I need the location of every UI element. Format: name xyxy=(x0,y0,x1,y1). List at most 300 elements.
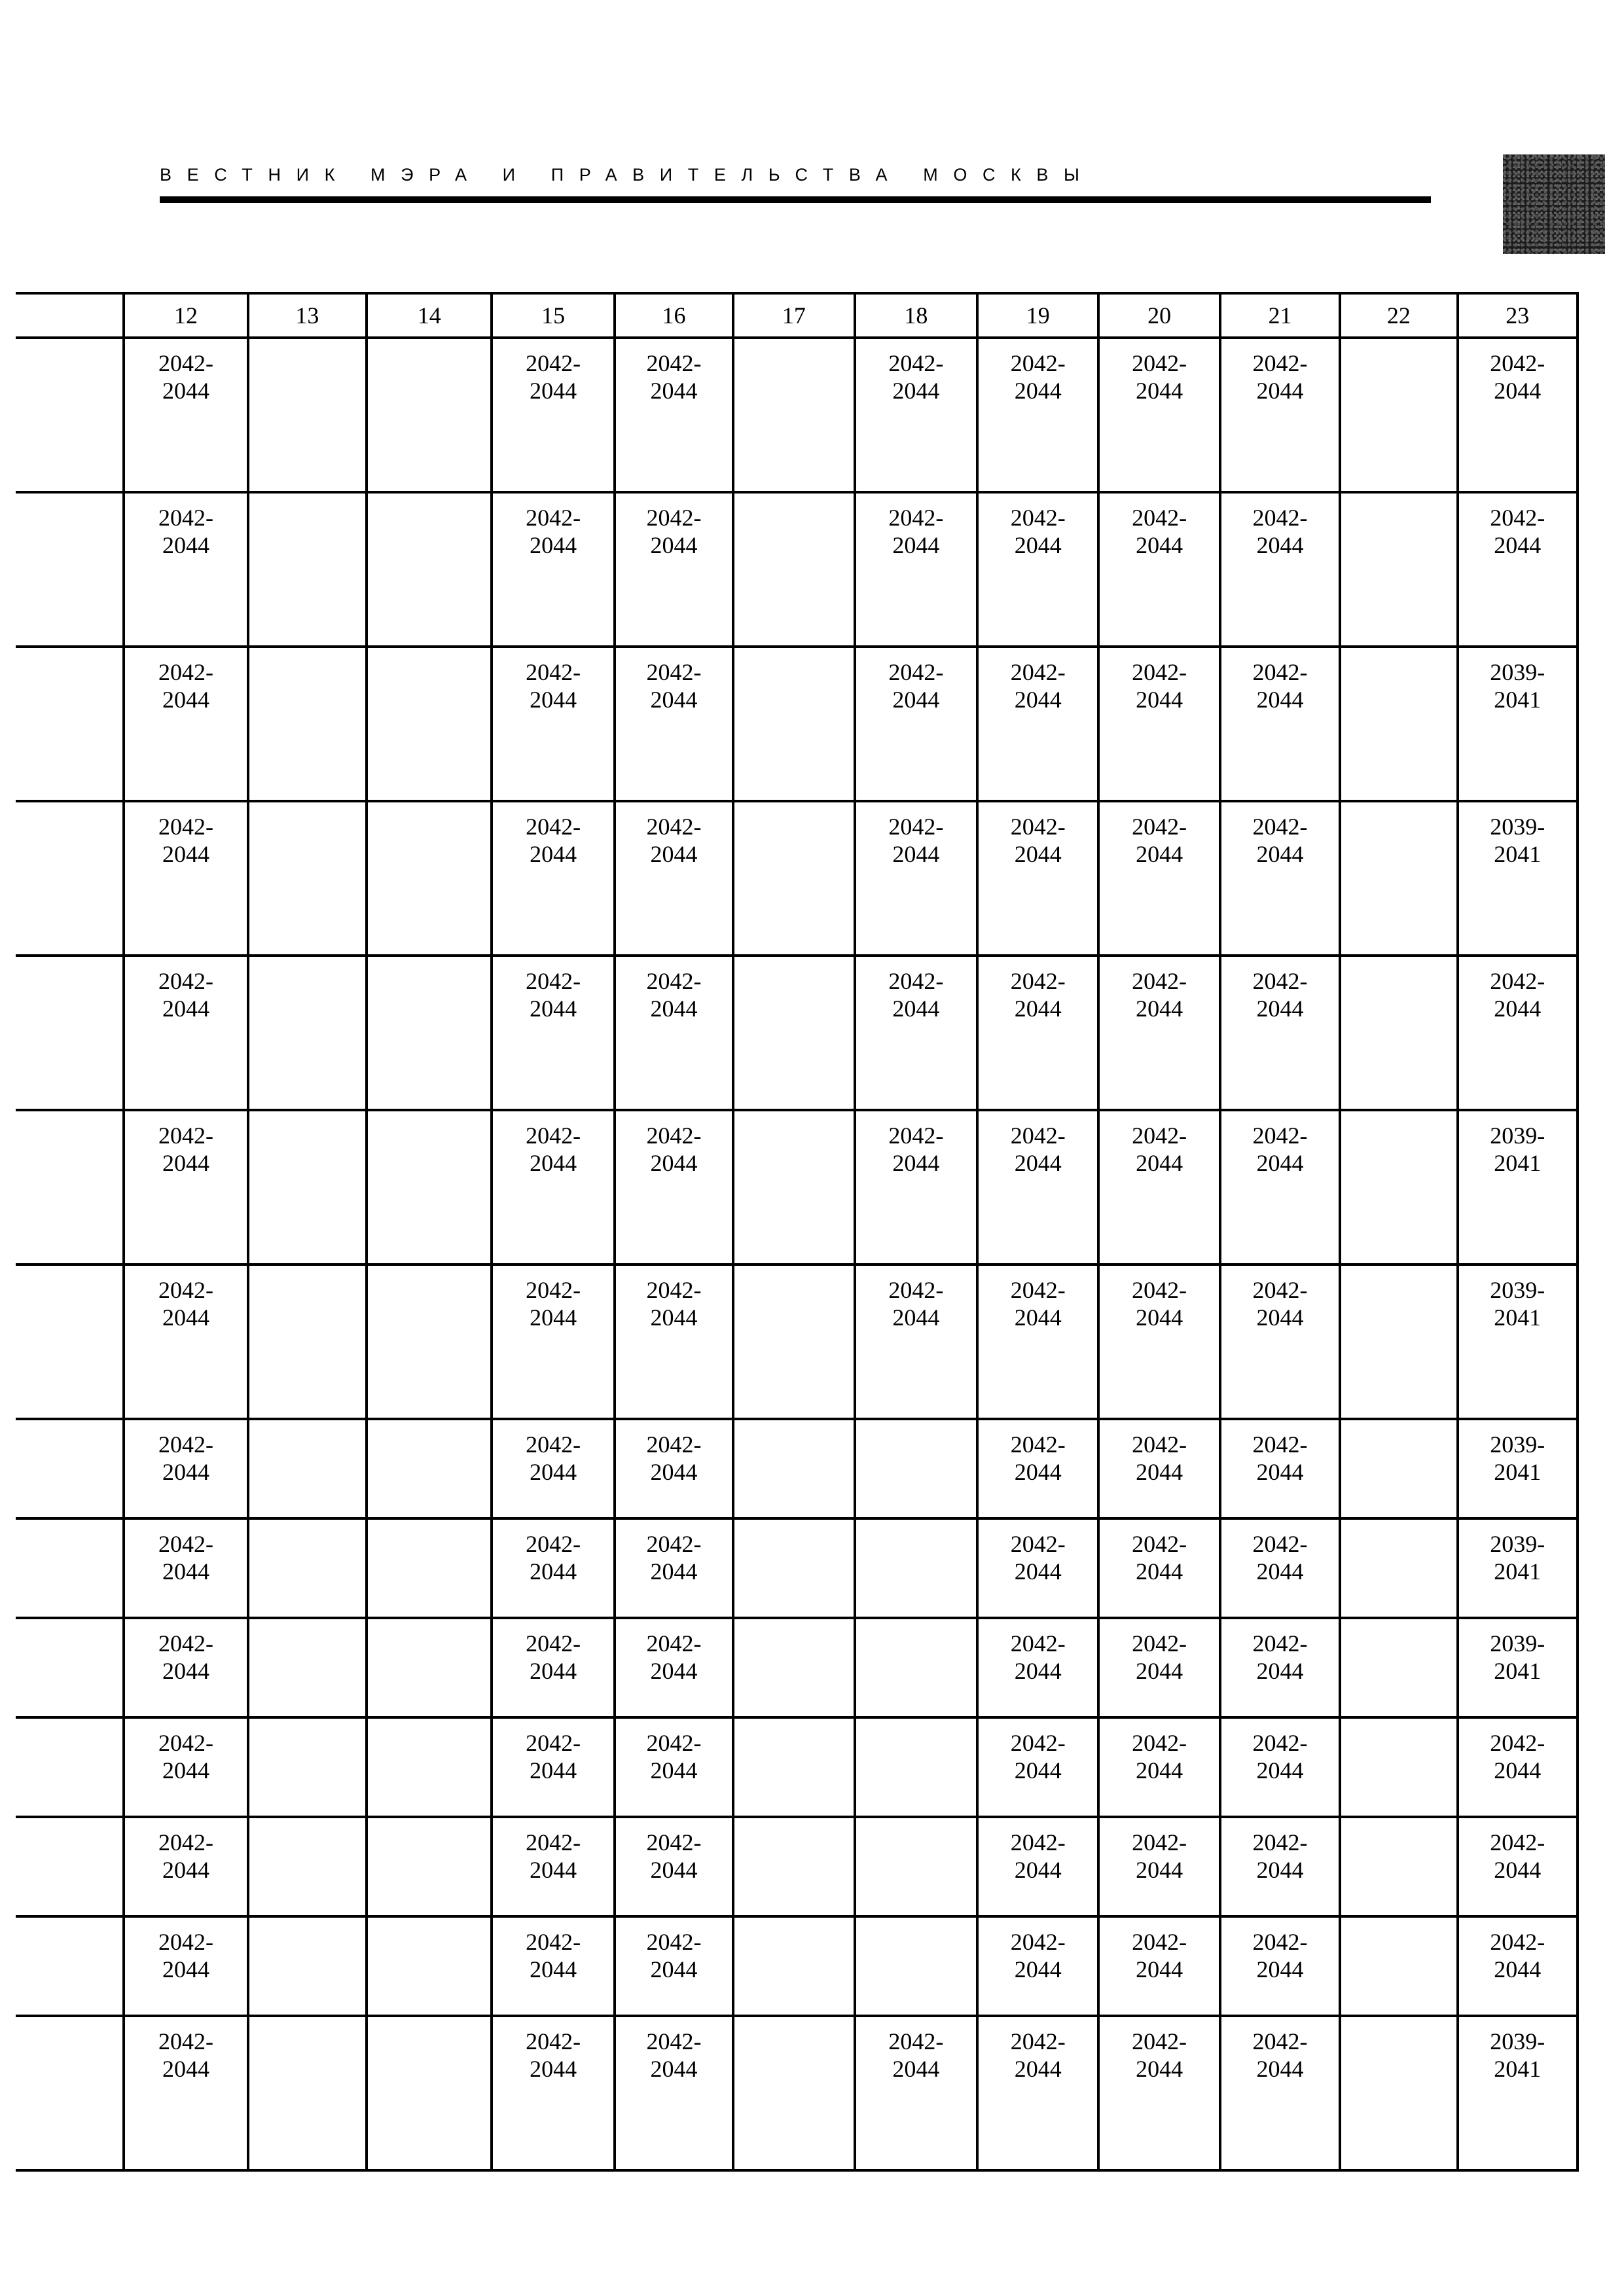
cell-value: 2042- 2044 xyxy=(1252,659,1308,713)
table-row xyxy=(16,1265,1578,1419)
table-cell xyxy=(248,492,367,647)
table-cell xyxy=(1098,1518,1219,1618)
table-cell xyxy=(124,1717,247,1817)
header-rule xyxy=(160,196,1431,203)
table-cell xyxy=(977,1817,1098,1916)
table-cell xyxy=(855,1618,977,1717)
cell-value: 2042- 2044 xyxy=(1132,1431,1187,1485)
column-header: 21 xyxy=(1220,293,1340,338)
table-cell xyxy=(248,801,367,956)
table-cell xyxy=(248,647,367,801)
table-cell xyxy=(1458,1419,1578,1518)
table-cell xyxy=(124,1916,247,2016)
table-cell xyxy=(1098,647,1219,801)
table-cell xyxy=(1220,1110,1340,1265)
row-stub-cell xyxy=(16,801,124,956)
cell-value: 2042- 2044 xyxy=(1010,814,1066,867)
table-cell xyxy=(492,956,614,1110)
cell-value: 2042- 2044 xyxy=(1252,1122,1308,1176)
table-cell xyxy=(492,492,614,647)
table-cell xyxy=(1458,956,1578,1110)
table-row xyxy=(16,1518,1578,1618)
table-cell xyxy=(733,1817,854,1916)
table-cell xyxy=(615,1265,733,1419)
table-row xyxy=(16,492,1578,647)
cell-value: 2042- 2044 xyxy=(646,1277,702,1331)
cell-value: 2042- 2044 xyxy=(888,814,944,867)
cell-value: 2042- 2044 xyxy=(888,968,944,1022)
table-cell xyxy=(733,956,854,1110)
cell-value: 2042- 2044 xyxy=(1252,1431,1308,1485)
cell-value: 2042- 2044 xyxy=(526,1829,581,1883)
row-stub-cell xyxy=(16,1916,124,2016)
cell-value: 2042- 2044 xyxy=(646,659,702,713)
cell-value: 2042- 2044 xyxy=(646,2028,702,2082)
cell-value: 2042- 2044 xyxy=(526,350,581,404)
table-cell xyxy=(1098,1265,1219,1419)
table-cell xyxy=(492,1817,614,1916)
table-cell xyxy=(248,1265,367,1419)
table-cell xyxy=(1098,1618,1219,1717)
table-cell xyxy=(855,1717,977,1817)
table-header-row xyxy=(16,293,1578,338)
cell-value: 2042- 2044 xyxy=(526,659,581,713)
cell-value: 2042- 2044 xyxy=(158,1531,213,1585)
table-row xyxy=(16,647,1578,801)
cell-value: 2042- 2044 xyxy=(1010,350,1066,404)
table-cell xyxy=(1340,801,1457,956)
row-stub-cell xyxy=(16,492,124,647)
table-cell xyxy=(855,1817,977,1916)
cell-value: 2042- 2044 xyxy=(1010,505,1066,558)
column-header: 15 xyxy=(492,293,614,338)
row-stub-cell xyxy=(16,1717,124,1817)
table-cell xyxy=(1098,492,1219,647)
table-cell xyxy=(1098,1110,1219,1265)
row-stub-cell xyxy=(16,956,124,1110)
table-cell xyxy=(1220,1817,1340,1916)
table-cell xyxy=(1220,338,1340,492)
table-cell xyxy=(1220,1717,1340,1817)
corner-tab-mark xyxy=(1503,154,1605,254)
cell-value: 2042- 2044 xyxy=(158,1929,213,1982)
table-cell xyxy=(367,1518,492,1618)
publication-title: ВЕСТНИК МЭРА И ПРАВИТЕЛЬСТВА МОСКВЫ xyxy=(160,165,1095,185)
cell-value: 2042- 2044 xyxy=(1252,968,1308,1022)
cell-value: 2042- 2044 xyxy=(1490,968,1545,1022)
cell-value: 2042- 2044 xyxy=(888,2028,944,2082)
cell-value: 2042- 2044 xyxy=(1252,350,1308,404)
table-cell xyxy=(124,1817,247,1916)
table-cell xyxy=(367,492,492,647)
table-cell xyxy=(248,1817,367,1916)
table-cell xyxy=(733,1618,854,1717)
table-cell xyxy=(1458,1916,1578,2016)
table-cell xyxy=(1458,2016,1578,2170)
row-stub-cell xyxy=(16,1817,124,1916)
table-cell xyxy=(367,1419,492,1518)
cell-value: 2042- 2044 xyxy=(888,505,944,558)
cell-value: 2042- 2044 xyxy=(526,1277,581,1331)
table-cell xyxy=(367,801,492,956)
table-cell xyxy=(1098,801,1219,956)
cell-value: 2042- 2044 xyxy=(526,1122,581,1176)
cell-value: 2042- 2044 xyxy=(1490,1929,1545,1982)
table-cell xyxy=(733,1916,854,2016)
table-cell xyxy=(733,492,854,647)
table-cell xyxy=(492,1916,614,2016)
row-stub-cell xyxy=(16,647,124,801)
column-header: 12 xyxy=(124,293,247,338)
table-cell xyxy=(124,1618,247,1717)
cell-value: 2042- 2044 xyxy=(646,968,702,1022)
table-cell xyxy=(977,1916,1098,2016)
table-cell xyxy=(977,492,1098,647)
cell-value: 2042- 2044 xyxy=(1252,2028,1308,2082)
table-cell xyxy=(977,1717,1098,1817)
cell-value: 2042- 2044 xyxy=(526,1630,581,1684)
table-cell xyxy=(248,1110,367,1265)
cell-value: 2042- 2044 xyxy=(646,1431,702,1485)
table-cell xyxy=(977,647,1098,801)
column-header: 13 xyxy=(248,293,367,338)
cell-value: 2042- 2044 xyxy=(1252,1730,1308,1784)
cell-value: 2042- 2044 xyxy=(1010,1122,1066,1176)
cell-value: 2042- 2044 xyxy=(158,814,213,867)
cell-value: 2042- 2044 xyxy=(526,968,581,1022)
table-cell xyxy=(1098,1717,1219,1817)
cell-value: 2042- 2044 xyxy=(1132,505,1187,558)
table-cell xyxy=(1340,647,1457,801)
cell-value: 2042- 2044 xyxy=(1132,968,1187,1022)
table-cell xyxy=(855,1265,977,1419)
table-cell xyxy=(1220,1916,1340,2016)
row-stub-cell xyxy=(16,2016,124,2170)
table-cell xyxy=(615,1817,733,1916)
cell-value: 2042- 2044 xyxy=(1010,2028,1066,2082)
cell-value: 2042- 2044 xyxy=(526,1929,581,1982)
cell-value: 2042- 2044 xyxy=(1132,814,1187,867)
table-cell xyxy=(492,1265,614,1419)
cell-value: 2042- 2044 xyxy=(1010,1630,1066,1684)
cell-value: 2042- 2044 xyxy=(158,968,213,1022)
cell-value: 2042- 2044 xyxy=(1132,1531,1187,1585)
table-cell xyxy=(1340,1817,1457,1916)
table-cell xyxy=(492,2016,614,2170)
table-row xyxy=(16,1110,1578,1265)
table-cell xyxy=(1340,956,1457,1110)
table-cell xyxy=(855,801,977,956)
table-cell xyxy=(1458,647,1578,801)
cell-value: 2042- 2044 xyxy=(158,1730,213,1784)
column-header: 23 xyxy=(1458,293,1578,338)
column-header: 20 xyxy=(1098,293,1219,338)
table-cell xyxy=(1220,647,1340,801)
table-cell xyxy=(1458,1618,1578,1717)
cell-value: 2042- 2044 xyxy=(158,1277,213,1331)
table-cell xyxy=(855,1916,977,2016)
table-cell xyxy=(367,1618,492,1717)
cell-value: 2042- 2044 xyxy=(1010,1531,1066,1585)
table-cell xyxy=(733,2016,854,2170)
table-cell xyxy=(367,2016,492,2170)
cell-value: 2042- 2044 xyxy=(1132,2028,1187,2082)
table-cell xyxy=(1220,2016,1340,2170)
table-cell xyxy=(977,1518,1098,1618)
table-cell xyxy=(492,338,614,492)
table-cell xyxy=(367,338,492,492)
table-row xyxy=(16,1419,1578,1518)
table-cell xyxy=(1098,1817,1219,1916)
table-cell xyxy=(977,338,1098,492)
cell-value: 2042- 2044 xyxy=(1490,350,1545,404)
table-cell xyxy=(1098,1916,1219,2016)
table-cell xyxy=(367,1717,492,1817)
table-cell xyxy=(492,1717,614,1817)
cell-value: 2042- 2044 xyxy=(1132,1122,1187,1176)
cell-value: 2042- 2044 xyxy=(888,1277,944,1331)
table-cell xyxy=(733,1419,854,1518)
table-cell xyxy=(124,2016,247,2170)
cell-value: 2042- 2044 xyxy=(1010,1730,1066,1784)
table-cell xyxy=(1220,1518,1340,1618)
table-cell xyxy=(855,492,977,647)
cell-value: 2042- 2044 xyxy=(1132,1929,1187,1982)
cell-value: 2042- 2044 xyxy=(1252,1829,1308,1883)
table-cell xyxy=(1340,2016,1457,2170)
table-row xyxy=(16,1817,1578,1916)
cell-value: 2042- 2044 xyxy=(158,1829,213,1883)
cell-value: 2042- 2044 xyxy=(1010,1277,1066,1331)
column-header: 18 xyxy=(855,293,977,338)
table-cell xyxy=(1340,338,1457,492)
cell-value: 2042- 2044 xyxy=(646,505,702,558)
table-cell xyxy=(977,801,1098,956)
table-cell xyxy=(124,1110,247,1265)
table-cell xyxy=(615,338,733,492)
table-cell xyxy=(615,1618,733,1717)
cell-value: 2042- 2044 xyxy=(1132,1730,1187,1784)
table-cell xyxy=(492,801,614,956)
table-cell xyxy=(1340,1265,1457,1419)
table-cell xyxy=(615,956,733,1110)
table-cell xyxy=(1340,1110,1457,1265)
table-cell xyxy=(977,2016,1098,2170)
cell-value: 2042- 2044 xyxy=(1132,1277,1187,1331)
cell-value: 2042- 2044 xyxy=(1252,1630,1308,1684)
cell-value: 2042- 2044 xyxy=(1252,505,1308,558)
table-cell xyxy=(1340,1419,1457,1518)
table-cell xyxy=(855,2016,977,2170)
cell-value: 2042- 2044 xyxy=(1252,1929,1308,1982)
table-cell xyxy=(977,1618,1098,1717)
row-stub-cell xyxy=(16,1110,124,1265)
table-cell xyxy=(1098,1419,1219,1518)
table-cell xyxy=(977,1110,1098,1265)
cell-value: 2042- 2044 xyxy=(158,505,213,558)
table-cell xyxy=(1340,1518,1457,1618)
row-stub-cell xyxy=(16,1265,124,1419)
cell-value: 2042- 2044 xyxy=(1010,659,1066,713)
cell-value: 2042- 2044 xyxy=(158,1122,213,1176)
table-cell xyxy=(1098,338,1219,492)
table-cell xyxy=(1098,956,1219,1110)
table-row xyxy=(16,1618,1578,1717)
cell-value: 2042- 2044 xyxy=(1252,1531,1308,1585)
cell-value: 2039- 2041 xyxy=(1490,814,1545,867)
table-cell xyxy=(367,1916,492,2016)
cell-value: 2042- 2044 xyxy=(646,1730,702,1784)
cell-value: 2042- 2044 xyxy=(1010,1829,1066,1883)
cell-value: 2042- 2044 xyxy=(526,2028,581,2082)
cell-value: 2042- 2044 xyxy=(646,1531,702,1585)
table-cell xyxy=(733,1265,854,1419)
table-row xyxy=(16,1717,1578,1817)
table-cell xyxy=(1098,2016,1219,2170)
table-cell xyxy=(124,801,247,956)
table-cell xyxy=(615,647,733,801)
table-cell xyxy=(1458,1817,1578,1916)
table-cell xyxy=(124,1518,247,1618)
table-cell xyxy=(615,2016,733,2170)
cell-value: 2042- 2044 xyxy=(646,1630,702,1684)
cell-value: 2042- 2044 xyxy=(1132,659,1187,713)
table-cell xyxy=(124,1265,247,1419)
table-cell xyxy=(855,1110,977,1265)
cell-value: 2042- 2044 xyxy=(646,1929,702,1982)
table-cell xyxy=(1220,801,1340,956)
table-cell xyxy=(733,801,854,956)
table-cell xyxy=(615,1717,733,1817)
table-cell xyxy=(733,647,854,801)
table-cell xyxy=(367,647,492,801)
table-cell xyxy=(124,956,247,1110)
table-cell xyxy=(855,956,977,1110)
column-header-stub xyxy=(16,293,124,338)
cell-value: 2042- 2044 xyxy=(158,2028,213,2082)
cell-value: 2042- 2044 xyxy=(526,814,581,867)
table-cell xyxy=(367,1110,492,1265)
table-cell xyxy=(248,1419,367,1518)
table-cell xyxy=(1340,492,1457,647)
row-stub-cell xyxy=(16,338,124,492)
table-cell xyxy=(248,956,367,1110)
table-cell xyxy=(124,492,247,647)
table-cell xyxy=(1340,1916,1457,2016)
table-cell xyxy=(1458,1717,1578,1817)
table-cell xyxy=(733,1110,854,1265)
cell-value: 2039- 2041 xyxy=(1490,1630,1545,1684)
row-stub-cell xyxy=(16,1419,124,1518)
cell-value: 2039- 2041 xyxy=(1490,2028,1545,2082)
table-cell xyxy=(615,492,733,647)
table-cell xyxy=(855,1518,977,1618)
table-cell xyxy=(733,1717,854,1817)
row-stub-cell xyxy=(16,1518,124,1618)
table-cell xyxy=(977,1419,1098,1518)
table-cell xyxy=(248,1618,367,1717)
cell-value: 2042- 2044 xyxy=(646,350,702,404)
cell-value: 2042- 2044 xyxy=(526,1531,581,1585)
table-cell xyxy=(1458,1110,1578,1265)
table-cell xyxy=(615,1110,733,1265)
cell-value: 2039- 2041 xyxy=(1490,1122,1545,1176)
table-cell xyxy=(1220,492,1340,647)
table-cell xyxy=(855,1419,977,1518)
column-header: 22 xyxy=(1340,293,1457,338)
cell-value: 2042- 2044 xyxy=(1010,1431,1066,1485)
schedule-table xyxy=(16,292,1579,2172)
cell-value: 2042- 2044 xyxy=(1252,1277,1308,1331)
cell-value: 2042- 2044 xyxy=(1490,505,1545,558)
table-cell xyxy=(124,338,247,492)
table-cell xyxy=(124,647,247,801)
cell-value: 2042- 2044 xyxy=(646,1122,702,1176)
table-cell xyxy=(733,1518,854,1618)
table-cell xyxy=(1220,956,1340,1110)
table-cell xyxy=(733,338,854,492)
table-cell xyxy=(1220,1618,1340,1717)
cell-value: 2042- 2044 xyxy=(158,350,213,404)
column-header: 14 xyxy=(367,293,492,338)
cell-value: 2042- 2044 xyxy=(1252,814,1308,867)
column-header: 17 xyxy=(733,293,854,338)
table-cell xyxy=(977,1265,1098,1419)
table-row xyxy=(16,338,1578,492)
cell-value: 2039- 2041 xyxy=(1490,1431,1545,1485)
cell-value: 2042- 2044 xyxy=(888,350,944,404)
table-cell xyxy=(492,1518,614,1618)
table-cell xyxy=(1458,801,1578,956)
table-cell xyxy=(248,1518,367,1618)
cell-value: 2042- 2044 xyxy=(1490,1730,1545,1784)
table-cell xyxy=(248,338,367,492)
cell-value: 2042- 2044 xyxy=(646,1829,702,1883)
cell-value: 2042- 2044 xyxy=(526,505,581,558)
cell-value: 2042- 2044 xyxy=(646,814,702,867)
table-cell xyxy=(1458,338,1578,492)
table-cell xyxy=(248,1717,367,1817)
cell-value: 2042- 2044 xyxy=(1132,350,1187,404)
table-cell xyxy=(367,956,492,1110)
table-cell xyxy=(367,1817,492,1916)
table-cell xyxy=(1340,1618,1457,1717)
row-stub-cell xyxy=(16,1618,124,1717)
table-cell xyxy=(977,956,1098,1110)
cell-value: 2042- 2044 xyxy=(158,1630,213,1684)
cell-value: 2039- 2041 xyxy=(1490,1531,1545,1585)
table-cell xyxy=(248,2016,367,2170)
cell-value: 2042- 2044 xyxy=(1132,1630,1187,1684)
column-header: 16 xyxy=(615,293,733,338)
table-cell xyxy=(124,1419,247,1518)
table-cell xyxy=(855,338,977,492)
table-cell xyxy=(1220,1419,1340,1518)
cell-value: 2039- 2041 xyxy=(1490,659,1545,713)
table-row xyxy=(16,1916,1578,2016)
table-cell xyxy=(615,1916,733,2016)
table-cell xyxy=(492,1110,614,1265)
table-cell xyxy=(492,1618,614,1717)
table-cell xyxy=(248,1916,367,2016)
table-row xyxy=(16,2016,1578,2170)
table-cell xyxy=(492,1419,614,1518)
table-cell xyxy=(615,1419,733,1518)
cell-value: 2039- 2041 xyxy=(1490,1277,1545,1331)
table-cell xyxy=(492,647,614,801)
cell-value: 2042- 2044 xyxy=(158,1431,213,1485)
cell-value: 2042- 2044 xyxy=(1132,1829,1187,1883)
